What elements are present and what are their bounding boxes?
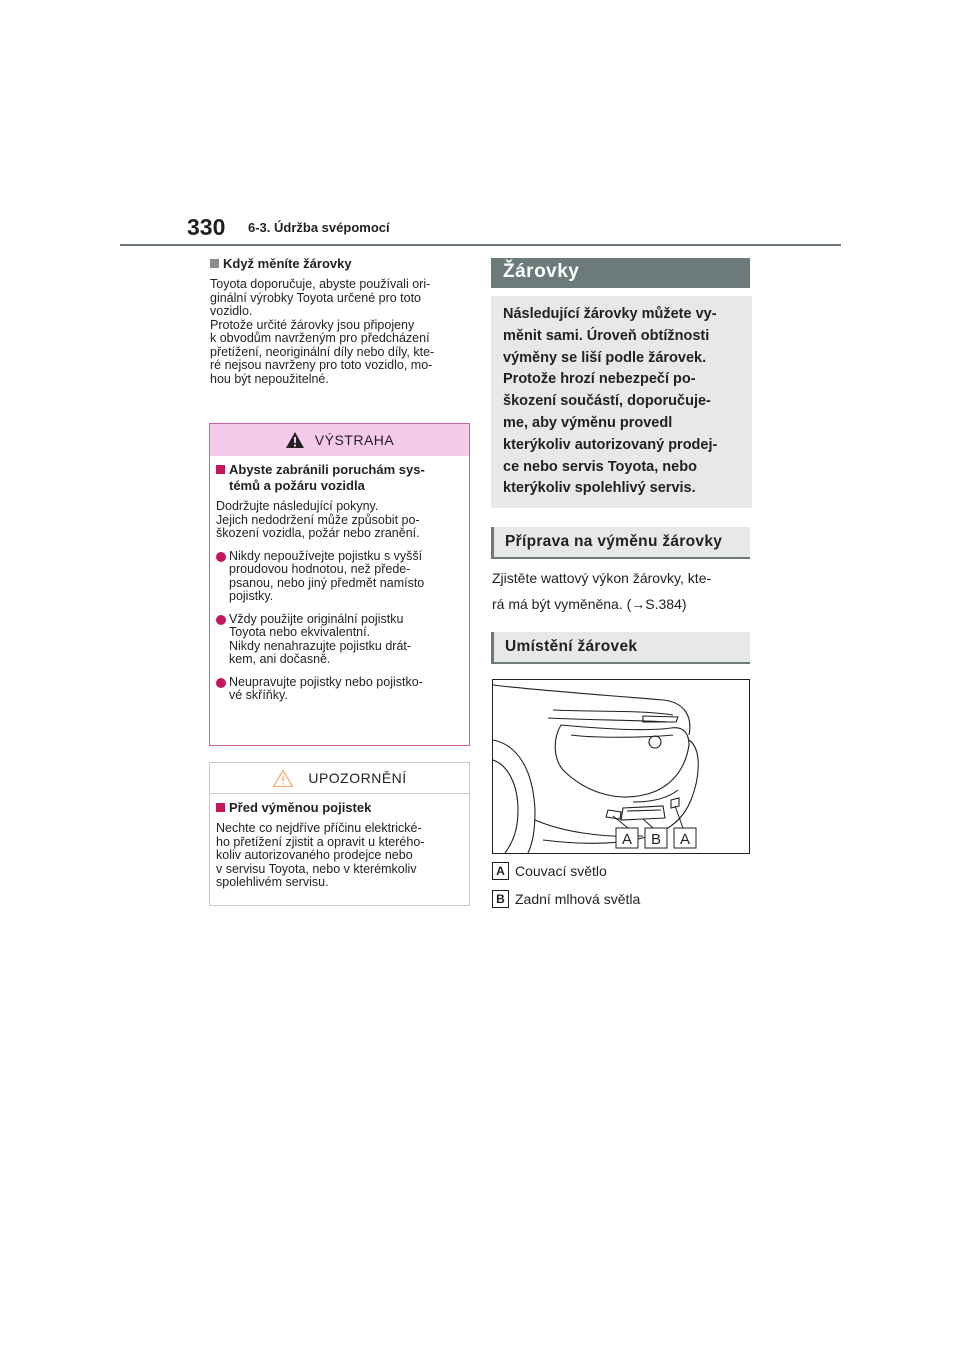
warning-subhead-text: Abyste zabránili poruchám sys- témů a požáru vozidla bbox=[229, 462, 425, 493]
caution-box bbox=[209, 762, 470, 906]
caption-key: B bbox=[492, 890, 509, 908]
bulbs-section-title: Žárovky bbox=[503, 261, 580, 282]
warning-intro: Dodržujte následující pokyny. Jejich nedodržení může způsobit po- škození vozidla, požár nebo zranění. bbox=[216, 499, 420, 540]
square-bullet-icon bbox=[216, 803, 225, 812]
warning-bullet-text: Nikdy nepoužívejte pojistku s vyšší proudovou hodnotou, než přede- psanou, nebo jiný předmět namísto pojistky. bbox=[229, 548, 425, 603]
note-subhead-text: Když měníte žárovky bbox=[223, 256, 352, 271]
warning-title: VÝSTRAHA bbox=[314, 432, 395, 448]
caption-text: Couvací světlo bbox=[515, 863, 607, 879]
warning-subhead bbox=[216, 462, 463, 494]
warning-triangle-icon bbox=[285, 431, 305, 449]
bulbs-intro-text: Následující žárovky můžete vy- měnit sami. Úroveň obtížnosti výměny se liší podle žárovek. Protože hrozí nebezpečí po- škození součástí, doporučuje- me, aby výměnu provedl kterýkoliv autorizovaný prodej- ce nebo servis Toyota, nebo kterýkoliv spolehlivý servis. bbox=[503, 306, 718, 497]
warning-bullet bbox=[216, 613, 463, 667]
preparation-text: Zjistěte wattový výkon žárovky, kte- rá má být vyměněna. (→S.384) bbox=[492, 570, 712, 612]
warning-bullet bbox=[216, 676, 463, 703]
bulb-change-note bbox=[210, 256, 469, 386]
header-divider bbox=[120, 244, 841, 246]
caution-header bbox=[210, 763, 469, 794]
page-number: 330 bbox=[187, 214, 226, 240]
caution-subhead-text: Před výměnou pojistek bbox=[229, 800, 372, 815]
figure-label-a: A bbox=[621, 831, 633, 848]
bulbs-section-header bbox=[491, 258, 750, 288]
rear-car-illustration bbox=[492, 679, 750, 854]
section-title: 6-3. Údržba svépomocí bbox=[248, 220, 390, 235]
caution-triangle-icon bbox=[272, 769, 294, 788]
warning-box bbox=[209, 423, 470, 746]
warning-header bbox=[210, 424, 469, 456]
circle-bullet-icon bbox=[216, 678, 226, 688]
square-bullet-icon bbox=[216, 465, 225, 474]
caution-title: UPOZORNĚNÍ bbox=[308, 770, 407, 786]
note-paragraph: Toyota doporučuje, abyste používali ori- ginální výrobky Toyota určené pro toto vozidlo. Protože určité žárovky jsou připojeny k obvodům navrženým pro předcházení přetížení, neoriginální díly nebo díly, kte- ré nejsou navrženy pro toto vozidlo, mo- hou být nepoužitelné. bbox=[210, 277, 435, 386]
circle-bullet-icon bbox=[216, 615, 226, 625]
figure-label-b: B bbox=[650, 831, 662, 848]
caution-text: Nechte co nejdříve příčinu elektrické- ho přetížení zjistit a opravit u kterého- koliv autorizovaného prodejce nebo v servisu Toyota, nebo v kterémkoliv spolehlivém servisu. bbox=[216, 821, 425, 889]
preparation-header bbox=[491, 527, 750, 559]
warning-bullet-text: Vždy použijte originální pojistku Toyota nebo ekvivalentní. Nikdy nenahrazujte pojistku drát- kem, ani dočasně. bbox=[229, 611, 412, 666]
warning-bullet bbox=[216, 550, 463, 604]
bulbs-intro-panel bbox=[491, 296, 752, 508]
location-header bbox=[491, 632, 750, 664]
square-bullet-icon bbox=[210, 259, 219, 268]
caption-b bbox=[492, 890, 640, 908]
preparation-title: Příprava na výměnu žárovky bbox=[505, 533, 723, 550]
caption-a bbox=[492, 862, 607, 880]
note-subhead bbox=[210, 256, 469, 272]
car-rear-drawing bbox=[493, 680, 749, 853]
warning-bullet-text: Neupravujte pojistky nebo pojistko- vé skříňky. bbox=[229, 674, 423, 702]
location-title: Umístění žárovek bbox=[505, 638, 638, 655]
caption-text: Zadní mlhová světla bbox=[515, 891, 641, 907]
circle-bullet-icon bbox=[216, 552, 226, 562]
figure-label-a: A bbox=[679, 831, 691, 848]
caution-subhead bbox=[216, 800, 463, 816]
caption-key: A bbox=[492, 862, 509, 880]
